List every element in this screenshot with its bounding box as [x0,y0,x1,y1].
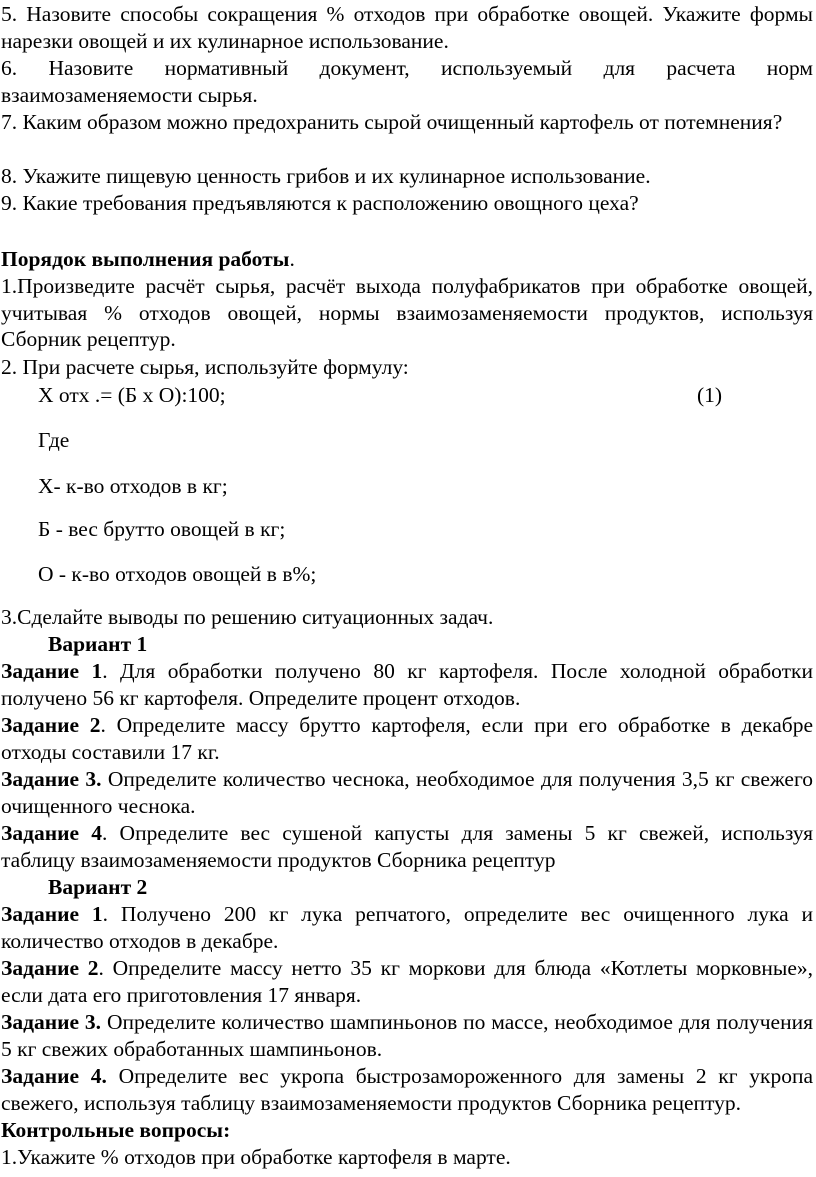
task-label: Задание 3. [1,1010,102,1034]
formula-where: Где [38,428,70,452]
task-text: . Определите массу брутто картофеля, если при его обработке в декабре отходы составили 17 кг. [1,713,813,764]
task-label: Задание 4 [1,821,102,845]
task-text: Определите количество чеснока, необходимое для получения 3,5 кг свежего очищенного чеснока. [1,767,814,818]
definition-b: Б - вес брутто овощей в кг; [38,517,286,541]
task-label: Задание 2 [1,956,99,980]
variant-1-title: Вариант 1 [48,632,148,656]
definition-o: О - к-во отходов овощей в в%; [38,562,317,586]
task-text: Определите количество шампиньонов по массе, необходимое для получения 5 кг свежих обработанных шампиньонов. [1,1010,813,1061]
task-text: . Определите массу нетто 35 кг моркови для блюда «Котлеты морковные», если дата его приготовления 17 января. [1,956,813,1007]
variant-1-task-2 [1,712,813,765]
control-questions-heading: Контрольные вопросы: [1,1118,231,1142]
task-label: Задание 2 [1,713,101,737]
procedure-step-2: 2. При расчете сырья, используйте формулу: [1,355,409,379]
procedure-step-3: 3.Сделайте выводы по решению ситуационных задач. [1,605,494,629]
task-text: . Определите вес сушеной капусты для замены 5 кг свежей, используя таблицу взаимозаменяемости продуктов Сборника рецептур [1,821,813,872]
task-text: . Для обработки получено 80 кг картофеля. После холодной обработки получено 56 кг картофеля. Определите процент отходов. [1,659,813,710]
definition-x: Х- к-во отходов в кг; [38,474,228,498]
procedure-heading: Порядок выполнения работы [1,247,290,271]
variant-1-task-3 [1,766,813,819]
variant-2-task-2 [1,955,813,1008]
procedure-heading-tail: . [289,247,295,271]
question-9: 9. Какие требования предъявляются к расположению овощного цеха? [1,191,639,215]
question-8: 8. Укажите пищевую ценность грибов и их кулинарное использование. [1,164,651,188]
procedure-heading-line [1,246,813,273]
task-text: Определите вес укропа быстрозамороженного для замены 2 кг укропа свежего, используя таблицу взаимозаменяемости продуктов Сборника рецептур. [1,1064,814,1115]
task-label: Задание 4. [1,1064,107,1088]
control-question-1: 1.Укажите % отходов при обработке картофеля в марте. [1,1145,511,1169]
variant-2-task-1 [1,901,813,954]
task-text: . Получено 200 кг лука репчатого, определите вес очищенного лука и количество отходов в декабре. [1,902,813,953]
variant-1-task-1 [1,658,813,711]
task-label: Задание 1 [1,659,103,683]
question-7: 7. Каким образом можно предохранить сырой очищенный картофель от потемнения? [1,110,783,134]
question-5: 5. Назовите способы сокращения % отходов при обработке овощей. Укажите формы нарезки овощей и их кулинарное использование. [1,2,813,53]
task-label: Задание 3. [1,767,102,791]
procedure-step-1: 1.Произведите расчёт сырья, расчёт выхода полуфабрикатов при обработке овощей, учитывая % отходов овощей, нормы взаимозаменяемости продуктов, используя Сборник рецептур. [1,274,813,351]
formula-number: (1) [697,383,723,407]
task-label: Задание 1 [1,902,103,926]
formula: Х отх .= (Б х О):100; [38,383,226,407]
variant-2-task-4 [1,1063,813,1116]
variant-2-task-3 [1,1009,813,1062]
variant-1-task-4 [1,820,813,873]
variant-2-title: Вариант 2 [48,875,148,899]
question-6: 6. Назовите нормативный документ, используемый для расчета норм взаимозаменяемости сырья. [1,56,813,107]
